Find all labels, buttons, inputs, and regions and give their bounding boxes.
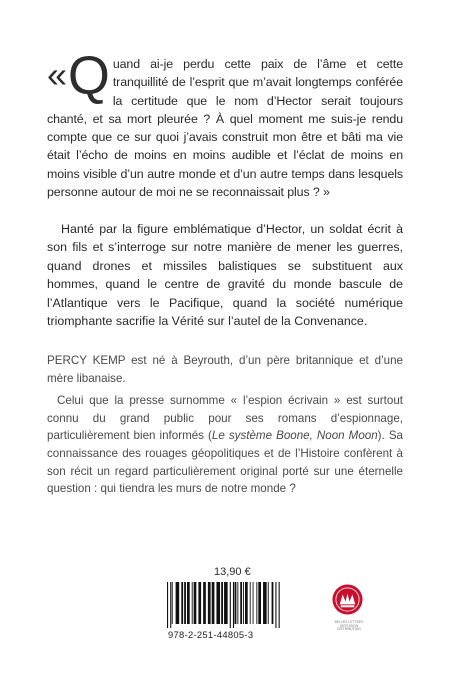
author-bio-p2-start: Celui que la presse surnomme « l’espion écrivain » est surtout connu du grand public pour ses romans d’espionnage, particulièrement bien informés ( <box>47 394 403 443</box>
author-bio <box>47 352 403 498</box>
barcode-bars <box>164 582 328 628</box>
author-bio-titles: Le système Boone, Noon Moon <box>211 429 378 443</box>
price-label: 13,90 € <box>214 566 251 578</box>
quote-text: uand ai-je perdu cette paix de l’âme et cette tranquillité de l’esprit que m’avait longtemps conférée la certitude que le nom d’Hector serait toujours chanté, et sa mort pleurée ? À quel moment me suis-je rendu compte que ce sur quoi j’avais construit mon être et bâti ma vie était l’écho de moins en moins audible et l’éclat de moins en moins visible d’un autre monde et d’un autre temps dans lesquels personne autour de moi ne se reconnaissait plus ? » <box>47 57 403 200</box>
isbn-number: 978-2-251-44805-3 <box>168 629 254 640</box>
book-description: Hanté par la figure emblématique d’Hector, un soldat écrit à son fils et s’interroge sur notre manière de mener les guerres, quand drones et missiles balistiques se substituent aux hommes, quand le centre de gravité du monde bascule de l’Atlantique vers le Pacifique, quand la société numérique triomphante sacrifie la Vérité sur l’autel de la Convenance. <box>47 222 403 329</box>
publisher-logo <box>331 583 367 632</box>
author-bio-paragraph-1: PERCY KEMP est né à Beyrouth, d’un père britannique et d’une mère libanaise. <box>47 354 403 385</box>
open-quote-mark: « <box>47 54 67 95</box>
drop-cap: Q <box>67 46 110 106</box>
excerpt-quote <box>47 46 403 201</box>
publisher-logo-text: BELLES LETTRES DIFFUSION DISTRIBUTION <box>334 620 364 632</box>
author-bio-p2-end: ). Sa connaissance des rouages géopolitiques et de l’Histoire confèrent à son récit un regard particulièrement original porté sur une éternelle question : qui tiendra les murs de notre monde ? <box>47 429 403 496</box>
publisher-seal-icon <box>331 583 364 616</box>
barcode <box>164 582 328 630</box>
author-bio-paragraph-2 <box>47 392 403 498</box>
